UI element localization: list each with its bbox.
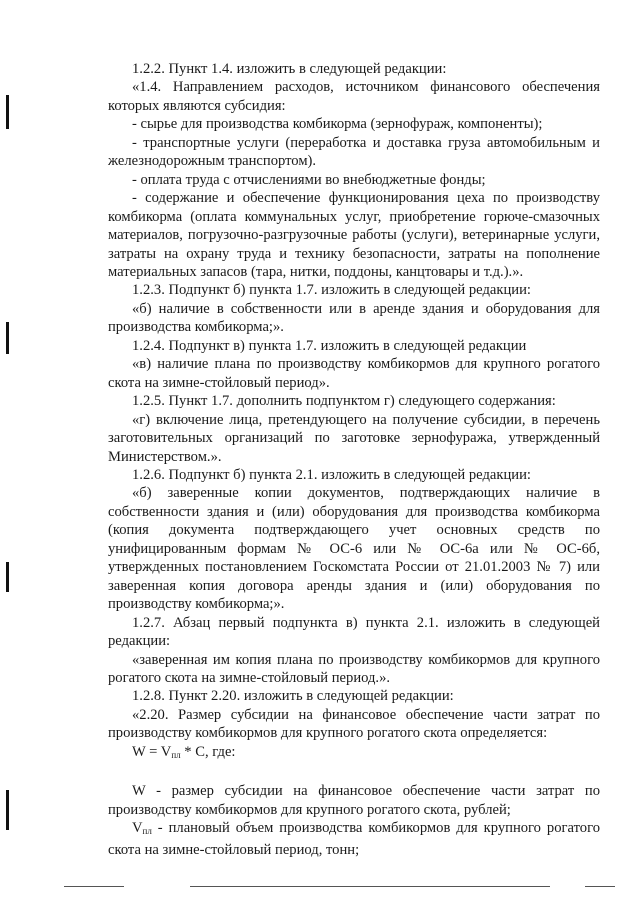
document-body [108,60,600,859]
paragraph: - транспортные услуги (переработка и доставка груза автомобильным и железнодорожным транспортом). [108,134,600,170]
binding-mark [6,562,9,592]
paragraph: «б) заверенные копии документов, подтверждающих наличие в собственности здания и (или) оборудования для производства комбикорма (копия документа подтверждающего учет основных средств по унифицированным формам № ОС-6 или № ОС-6а или № ОС-6б, утвержденных постановлением Госкомстата России от 21.01.2003 № 7) или заверенная копия договора аренды здания и (или) оборудования по производству комбикорма;». [108,485,600,613]
paragraph: 1.2.3. Подпункт б) пункта 1.7. изложить в следующей редакции: [132,282,531,299]
definition-v [108,819,600,859]
binding-mark [6,95,9,129]
paragraph: «2.20. Размер субсидии на финансовое обеспечение части затрат по производству комбикормов для крупного рогатого скота определяется: [108,706,600,742]
binding-mark [6,790,9,830]
paragraph: 1.2.2. Пункт 1.4. изложить в следующей редакции: [132,61,447,77]
paragraph: «в) наличие плана по производству комбикормов для крупного рогатого скота на зимне-стойловый период». [108,356,600,391]
paragraph: 1.2.4. Подпункт в) пункта 1.7. изложить в следующей редакции [132,337,527,354]
definition-text: - плановый объем производства комбикормов для крупного рогатого скота на зимне-стойловый период, тонн; [108,820,600,858]
formula-subscript: пл [171,749,181,760]
paragraph: - оплата труда с отчислениями во внебюджетные фонды; [132,171,486,188]
formula-rhs: * С, где: [180,743,236,760]
definition-w: W - размер субсидии на финансовое обеспечение части затрат по производству комбикормов для крупного рогатого скота, рублей; [108,783,600,818]
paragraph: 1.2.8. Пункт 2.20. изложить в следующей редакции: [132,688,454,705]
binding-mark [6,322,9,354]
page-bottom-line [190,886,550,887]
paragraph: 1.2.7. Абзац первый подпункта в) пункта 2.1. изложить в следующей редакции: [108,614,600,650]
formula [108,743,600,764]
definition-var: V [132,820,143,837]
paragraph: «1.4. Направлением расходов, источником финансового обеспечения которых являются субсидия: [108,79,600,114]
paragraph: - содержание и обеспечение функционирования цеха по производству комбикорма (оплата коммунальных услуг, приобретение горюче-смазочных материалов, погрузочно-разгрузочные работы (услуги), ветеринарные услуги, затраты на охрану труда и технику безопасности, затраты на пополнение материальных запасов (тара, нитки, поддоны, канцтовары и т.д.).». [108,190,600,280]
definition-subscript: пл [142,826,152,837]
page-bottom-line [585,886,615,887]
paragraph: «заверенная им копия плана по производству комбикормов для крупного рогатого скота на зимне-стойловый период.». [108,651,600,686]
paragraph: «б) наличие в собственности или в аренде здания и оборудования для производства комбикорма;». [108,300,600,336]
paragraph: - сырье для производства комбикорма (зернофураж, компоненты); [132,116,543,133]
formula-lhs: W = V [132,743,172,760]
page-bottom-line [64,886,124,887]
paragraph: 1.2.6. Подпункт б) пункта 2.1. изложить в следующей редакции: [132,466,531,483]
paragraph: «г) включение лица, претендующего на получение субсидии, в перечень заготовительных организаций по заготовке зернофуража, утвержденный Министерством.». [108,411,600,465]
spacer [108,764,600,782]
paragraph: 1.2.5. Пункт 1.7. дополнить подпунктом г) следующего содержания: [132,393,556,410]
